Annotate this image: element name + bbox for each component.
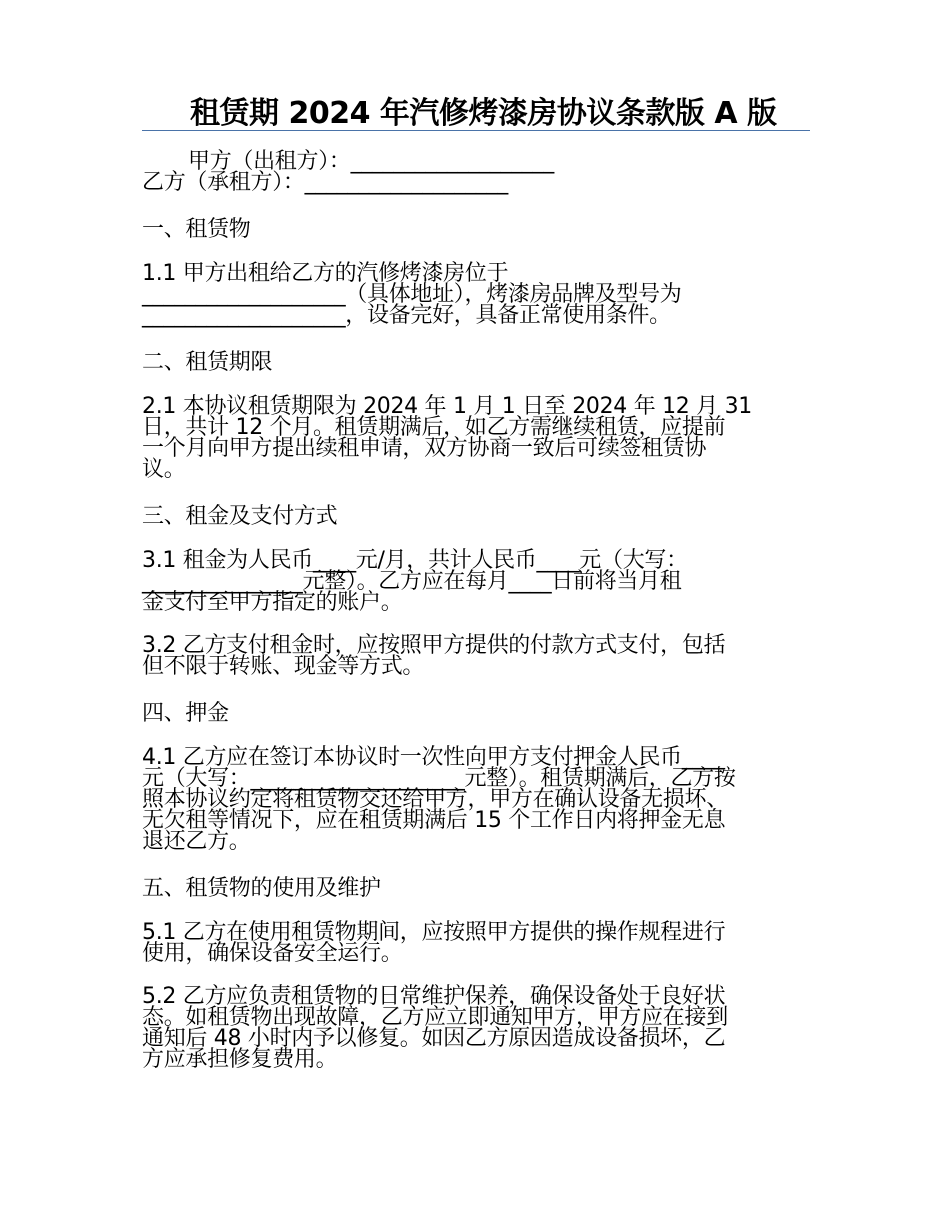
clause-1-1: 1.1 甲方出租给乙方的汽修烤漆房位于 ___________________（具体地址），烤漆房品牌及型号为 ___________________，设备完好，具备正常使用条件。 <box>142 261 682 328</box>
document-page <box>142 96 814 1072</box>
party-a-line: 甲方（出租方）：___________________ <box>188 149 554 174</box>
clause-3-1: 3.1 租金为人民币____元/月，共计人民币____元（大写： _______________元整）。乙方应在每月____日前将当月租 金支付至甲方指定的账户。 <box>142 548 688 615</box>
document-title: 租赁期 2024 年汽修烤漆房协议条款版 A 版 <box>190 96 777 131</box>
clause-3-2: 3.2 乙方支付租金时，应按照甲方提供的付款方式支付，包括 但不限于转账、现金等方式。 <box>142 633 726 679</box>
clause-5-1: 5.1 乙方在使用租赁物期间，应按照甲方提供的操作规程进行 使用，确保设备安全运行。 <box>142 920 726 966</box>
clause-4-1: 4.1 乙方应在签订本协议时一次性向甲方支付押金人民币____ 元（大写：____________________元整）。租赁期满后，乙方按 照本协议约定将租赁物交还给甲方，甲方在确认设备无损坏、 无欠租等情况下，应在租赁期满后 15 个工作日内将押金无息 退还乙方。 <box>142 745 736 854</box>
section-heading-use-maintenance: 五、租赁物的使用及维护 <box>142 876 381 901</box>
section-heading-lease-term: 二、租赁期限 <box>142 350 273 375</box>
clause-5-2: 5.2 乙方应负责租赁物的日常维护保养，确保设备处于良好状 态。如租赁物出现故障，乙方应立即通知甲方，甲方应在接到 通知后 48 小时内予以修复。如因乙方原因造成设备损坏，乙 方应承担修复费用。 <box>142 984 728 1072</box>
section-heading-deposit: 四、押金 <box>142 701 229 726</box>
party-b-line: 乙方（承租方）：___________________ <box>142 170 508 195</box>
section-heading-lease-object: 一、租赁物 <box>142 217 251 242</box>
clause-2-1: 2.1 本协议租赁期限为 2024 年 1 月 1 日至 2024 年 12 月 31 日，共计 12 个月。租赁期满后，如乙方需继续租赁，应提前 一个月向甲方提出续租申请，双方协商一致后可续签租赁协 议。 <box>142 394 752 482</box>
section-heading-rent-payment: 三、租金及支付方式 <box>142 504 338 529</box>
